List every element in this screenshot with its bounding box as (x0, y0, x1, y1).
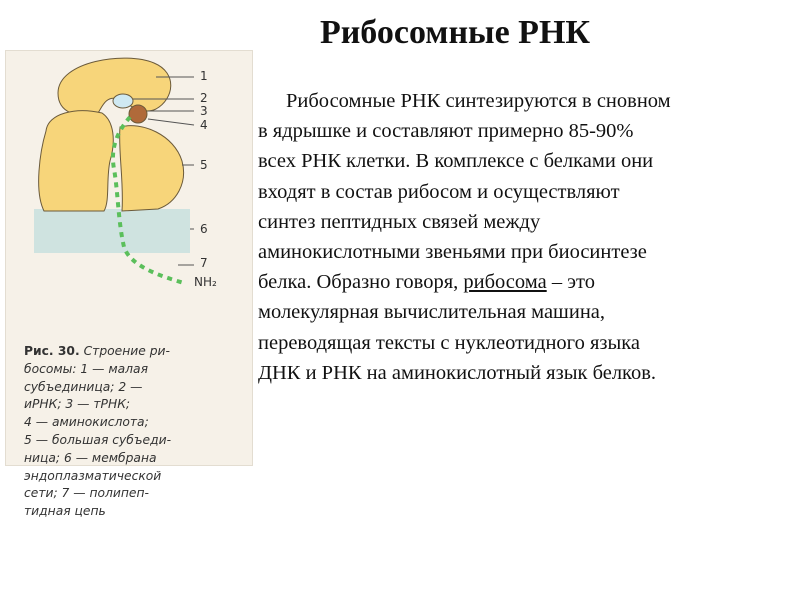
caption-line: 4 — аминокислота; (24, 415, 149, 430)
line-segment: – это (546, 271, 595, 294)
body-paragraph (258, 86, 786, 388)
paragraph-line: молекулярная вычислительная машина, (258, 301, 606, 324)
paragraph-line: ДНК и РНК на аминокислотный язык белков. (258, 361, 657, 384)
large-subunit-left (39, 111, 114, 211)
caption-line: эндоплазматической (24, 468, 162, 483)
caption-line: иРНК; 3 — тРНК; (24, 397, 131, 412)
label-7: 7 (200, 256, 208, 270)
mrna-circle (113, 94, 133, 108)
paragraph-line: Рибосомные РНК синтезируются в сновном (286, 90, 671, 112)
ribosome-link[interactable]: рибосома (463, 271, 547, 294)
paragraph-line: в ядрышке и составляют примерно 85-90% (258, 120, 634, 143)
label-2: 2 (200, 91, 208, 105)
amino-acid (129, 105, 147, 123)
caption-line: босомы: 1 — малая (24, 361, 148, 376)
paragraph-line: синтез пептидных связей между (258, 210, 541, 233)
caption-line: ница; 6 — мембрана (24, 450, 157, 465)
ribosome-figure (5, 50, 253, 519)
label-5: 5 (200, 158, 208, 172)
paragraph-line: входят в состав рибосом и осуществляют (258, 180, 620, 203)
caption-line: субъединица; 2 — (24, 379, 143, 394)
label-3: 3 (200, 104, 208, 118)
paragraph-line: переводящая тексты с нуклеотидного языка (258, 331, 640, 354)
er-membrane (34, 209, 190, 253)
caption-line: Строение ри- (79, 344, 170, 358)
label-4: 4 (200, 118, 208, 132)
label-6: 6 (200, 222, 208, 236)
caption-fig-label: Рис. 30. (24, 344, 80, 358)
line-segment: белка. Образно говоря, (258, 271, 464, 294)
small-subunit (58, 58, 171, 115)
paragraph-line (258, 267, 786, 297)
caption-line: сети; 7 — полипеп- (24, 486, 149, 501)
label-nh2: NH₂ (194, 275, 217, 289)
paragraph-line: всех РНК клетки. В комплексе с белками они (258, 150, 654, 173)
figure-caption (24, 343, 250, 521)
page-title: Рибосомные РНК (319, 14, 591, 51)
label-1: 1 (200, 69, 208, 83)
caption-line: тидная цепь (24, 504, 106, 519)
caption-line: 5 — большая субъеди- (24, 432, 172, 447)
paragraph-line: аминокислотными звеньями при биосинтезе (258, 240, 647, 263)
large-subunit-right (120, 126, 184, 211)
